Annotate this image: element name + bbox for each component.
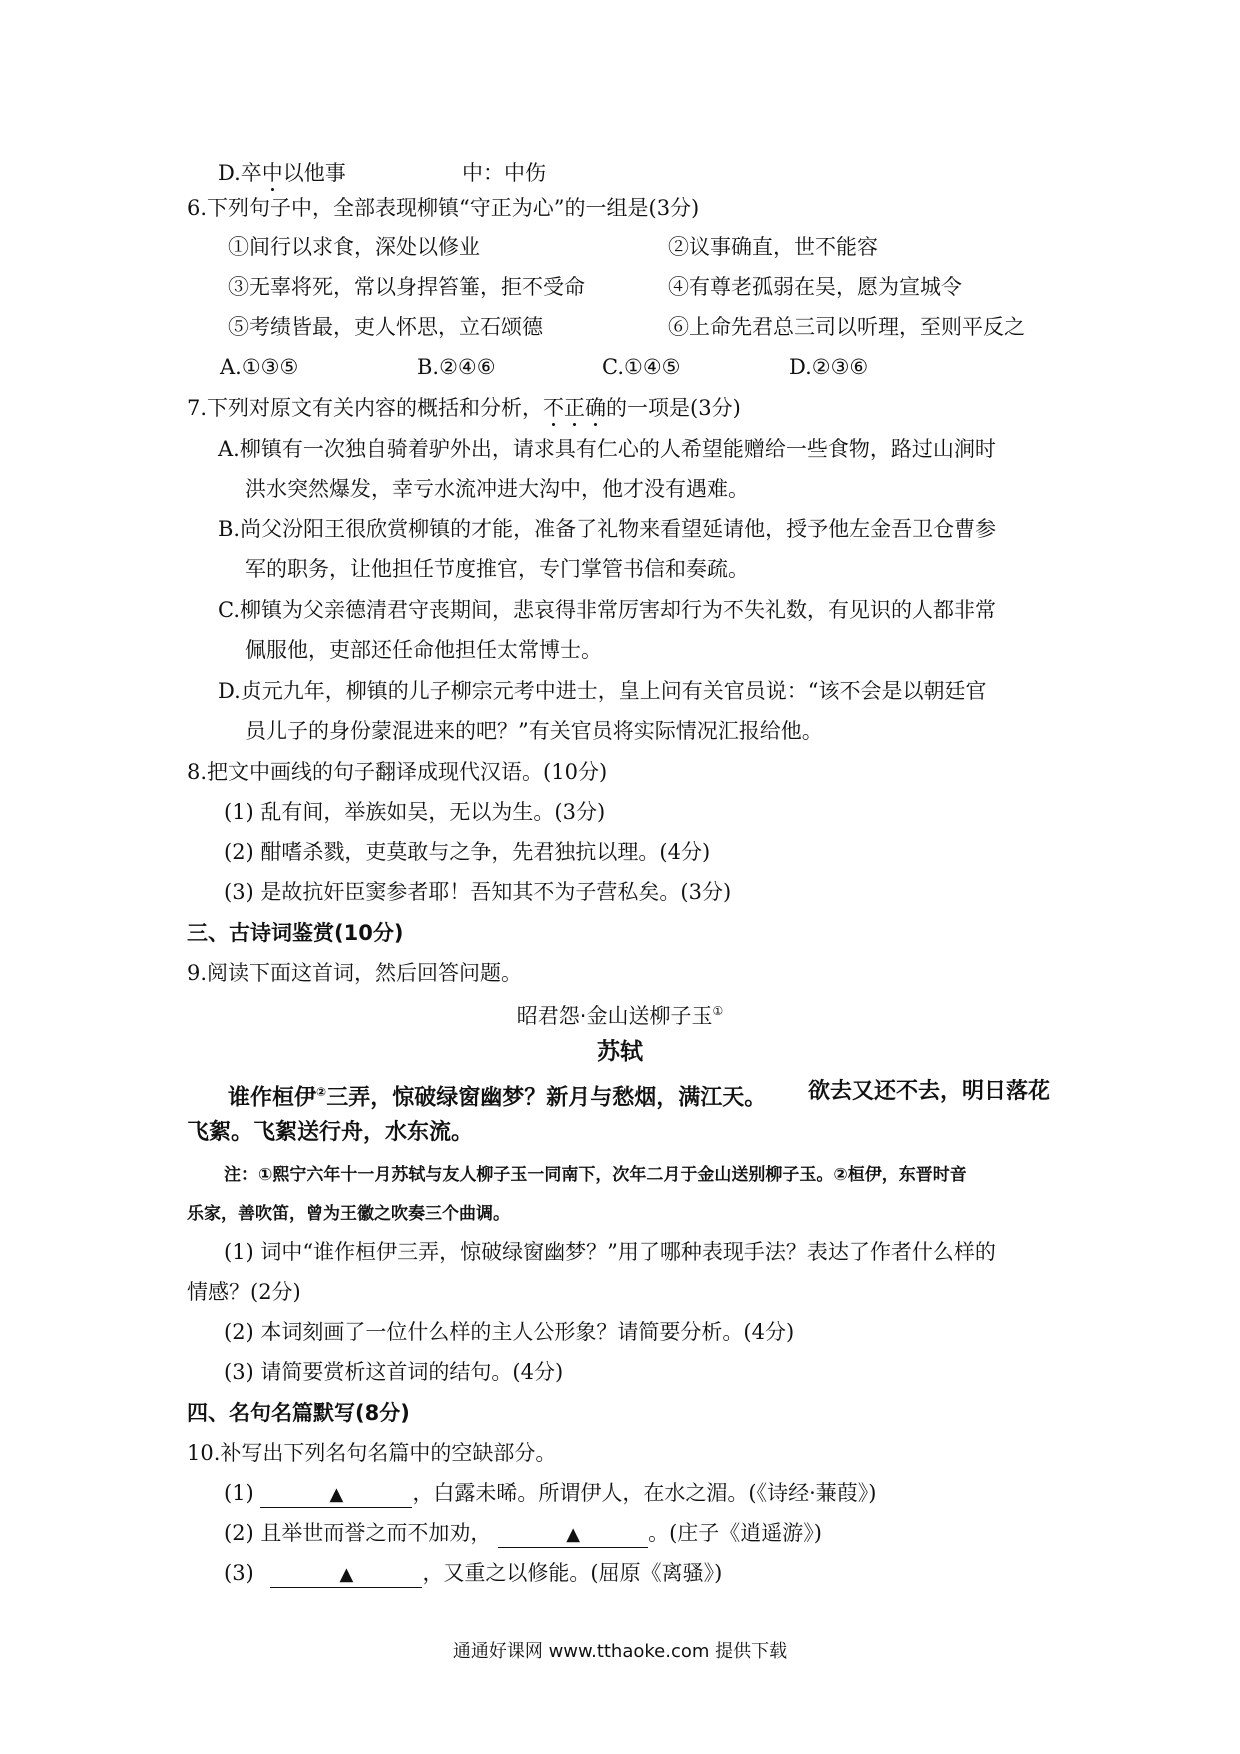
q7-a-line-1: A.柳镇有一次独自骑着驴外出，请求具有仁心的人希望能赠给一些食物，路过山涧时 (218, 437, 996, 461)
q6-option-b: B.②④⑥ (417, 355, 496, 379)
q7-a-line-2: 洪水突然爆发，幸亏水流冲进大沟中，他才没有遇难。 (245, 477, 749, 501)
poem-line-1-c: 欲去又还不去，明日落花 (808, 1079, 1051, 1104)
q9-sub2: (2) 本词刻画了一位什么样的主人公形象？请简要分析。(4分) (224, 1320, 795, 1344)
q5-option-d (218, 158, 346, 188)
q9-sub1-line-2: 情感？(2分) (187, 1280, 301, 1304)
q6-option-c: C.①④⑤ (602, 355, 681, 379)
q10-item-1-label: (1) (224, 1481, 254, 1505)
q5d-pre: D.卒 (218, 161, 262, 185)
q7-stem-pre: 7.下列对原文有关内容的概括和分析， (187, 396, 544, 420)
q6-item-1: ①间行以求食，深处以修业 (228, 235, 480, 259)
q10-item-3-text: ，又重之以修能。(屈原《离骚》) (422, 1561, 723, 1585)
q6-item-3: ③无辜将死，常以身捍笞箠，拒不受命 (228, 275, 585, 299)
q9-sub3: (3) 请简要赏析这首词的结句。(4分) (224, 1360, 564, 1384)
q7-stem-post: 的一项是(3分) (606, 396, 741, 420)
q10-stem: 10.补写出下列名句名篇中的空缺部分。 (187, 1441, 557, 1465)
q6-item-6: ⑥上命先君总三司以听理，至则平反之 (668, 315, 1025, 339)
q8-stem: 8.把文中画线的句子翻译成现代汉语。(10分) (187, 760, 608, 784)
q8-item-1: (1) 乱有间，举族如吴，无以为生。(3分) (224, 800, 606, 824)
q6-stem: 6.下列句子中，全部表现柳镇“守正为心”的一组是(3分) (187, 196, 700, 220)
q5d-gloss: 中：中伤 (462, 161, 546, 185)
section-4-heading: 四、名句名篇默写(8分) (187, 1401, 410, 1425)
q9-sub1-line-1: (1) 词中“谁作桓伊三弄，惊破绿窗幽梦？”用了哪种表现手法？表达了作者什么样的 (224, 1240, 996, 1264)
q7-dotted-char-1: 不 (543, 393, 564, 423)
poem-title-text: 昭君怨·金山送柳子玉 (516, 1004, 713, 1028)
q10-item-1 (224, 1478, 877, 1508)
q6-item-2: ②议事确直，世不能容 (668, 235, 878, 259)
triangle-icon: ▲ (339, 1564, 354, 1585)
q7-b-line-1: B.尚父汾阳王很欣赏柳镇的才能，准备了礼物来看望延请他，授予他左金吾卫仓曹参 (218, 517, 997, 541)
poem-title-note-mark: ① (712, 1004, 724, 1018)
q7-stem (187, 393, 741, 423)
q6-option-a: A.①③⑤ (220, 355, 299, 379)
q10-item-2-source: 。(庄子《逍遥游》) (648, 1521, 822, 1545)
poem-line-1-b: 三弄，惊破绿窗幽梦？新月与愁烟，满江天。 (326, 1085, 767, 1111)
q10-blank-2[interactable] (498, 1521, 648, 1548)
q7-c-line-1: C.柳镇为父亲德清君守丧期间，悲哀得非常厉害却行为不失礼数，有见识的人都非常 (218, 598, 996, 622)
q5d-post: 以他事 (282, 161, 346, 185)
poem-note-line-1: 注：①熙宁六年十一月苏轼与友人柳子玉一同南下，次年二月于金山送别柳子玉。②桓伊，东晋时音 (224, 1165, 967, 1185)
q5d-dotted-char: 中 (262, 158, 283, 188)
section-3-heading: 三、古诗词鉴赏(10分) (187, 921, 404, 945)
q10-item-2 (224, 1518, 822, 1548)
poem-line-1 (228, 1077, 766, 1113)
q10-item-3 (224, 1558, 722, 1588)
q7-d-line-2: 员儿子的身份蒙混进来的吧？”有关官员将实际情况汇报给他。 (245, 719, 823, 743)
q9-stem: 9.阅读下面这首词，然后回答问题。 (187, 961, 523, 985)
page-footer: 通通好课网 www.tthaoke.com 提供下载 (452, 1641, 788, 1662)
poem-line-1-a: 谁作桓伊 (228, 1085, 317, 1111)
q8-item-2: (2) 酣嗜杀戮，吏莫敢与之争，先君独抗以理。(4分) (224, 840, 711, 864)
q10-item-1-text: ，白露未晞。所谓伊人，在水之湄。(《诗经·蒹葭》) (412, 1481, 877, 1505)
q10-item-3-label: (3) (224, 1561, 254, 1585)
q7-b-line-2: 军的职务，让他担任节度推官，专门掌管书信和奏疏。 (245, 557, 749, 581)
poem-note-line-2: 乐家，善吹笛，曾为王徽之吹奏三个曲调。 (187, 1204, 510, 1224)
poem-note-mark-2: ② (316, 1085, 327, 1099)
q6-item-4: ④有尊老孤弱在吴，愿为宣城令 (668, 275, 962, 299)
q10-blank-3[interactable] (270, 1561, 422, 1588)
q7-d-line-1: D.贞元九年，柳镇的儿子柳宗元考中进士，皇上问有关官员说：“该不会是以朝廷官 (218, 679, 987, 703)
poem-line-2: 飞絮。飞絮送行舟，水东流。 (187, 1120, 474, 1145)
q6-option-d: D.②③⑥ (789, 355, 869, 379)
q6-item-5: ⑤考绩皆最，吏人怀思，立石颂德 (228, 315, 543, 339)
q8-item-3: (3) 是故抗奸臣窦参者耶！吾知其不为子营私矣。(3分) (224, 880, 732, 904)
poem-title (0, 996, 1240, 1031)
q7-dotted-char-2: 正 (564, 393, 585, 423)
q7-dotted-char-3: 确 (585, 393, 606, 423)
triangle-icon: ▲ (566, 1524, 581, 1545)
q7-c-line-2: 佩服他，吏部还任命他担任太常博士。 (245, 638, 602, 662)
triangle-icon: ▲ (329, 1484, 344, 1505)
poem-author: 苏轼 (597, 1039, 643, 1065)
q10-item-2-text: (2) 且举世而誉之而不加劝， (224, 1521, 492, 1545)
q10-blank-1[interactable] (260, 1481, 412, 1508)
